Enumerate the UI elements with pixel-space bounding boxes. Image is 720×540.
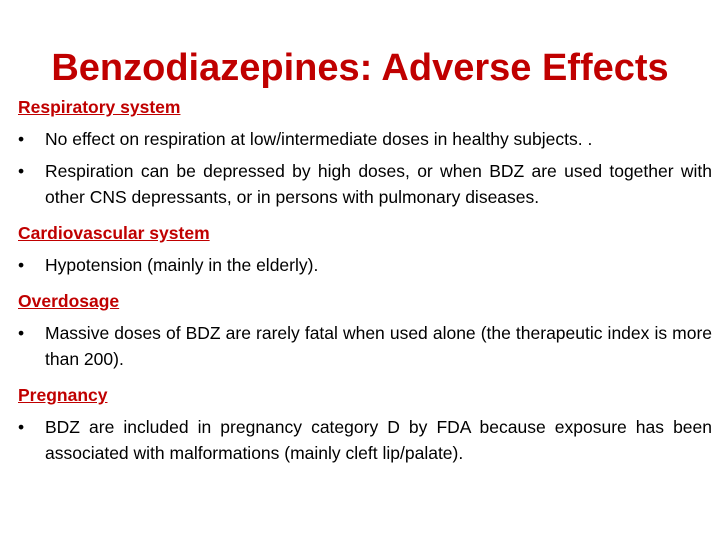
bullet-text: Hypotension (mainly in the elderly).	[45, 255, 319, 275]
section-heading-pregnancy: Pregnancy	[18, 385, 108, 405]
slide-title: Benzodiazepines: Adverse Effects	[51, 47, 669, 89]
bullet-item	[18, 320, 712, 372]
slide-content	[18, 94, 712, 466]
bullet-text: No effect on respiration at low/intermediate doses in healthy subjects. .	[45, 129, 593, 149]
bullet-icon: •	[18, 417, 25, 437]
bullet-icon: •	[18, 255, 25, 275]
bullet-item	[18, 126, 712, 152]
bullet-text: BDZ are included in pregnancy category D by FDA because exposure has been associated with malformations (mainly cleft lip/palate).	[45, 417, 712, 463]
section-heading-overdosage: Overdosage	[18, 291, 120, 311]
bullet-text: Massive doses of BDZ are rarely fatal when used alone (the therapeutic index is more than 200).	[45, 323, 712, 369]
bullet-item	[18, 414, 712, 466]
bullet-icon: •	[18, 129, 25, 149]
bullet-text: Respiration can be depressed by high doses, or when BDZ are used together with other CNS depressants, or in persons with pulmonary diseases.	[45, 161, 712, 207]
bullet-item	[18, 252, 712, 278]
bullet-icon: •	[18, 323, 25, 343]
section-heading-respiratory: Respiratory system	[18, 97, 181, 117]
bullet-item	[18, 158, 712, 210]
section-heading-cardiovascular: Cardiovascular system	[18, 223, 210, 243]
bullet-icon: •	[18, 161, 25, 181]
